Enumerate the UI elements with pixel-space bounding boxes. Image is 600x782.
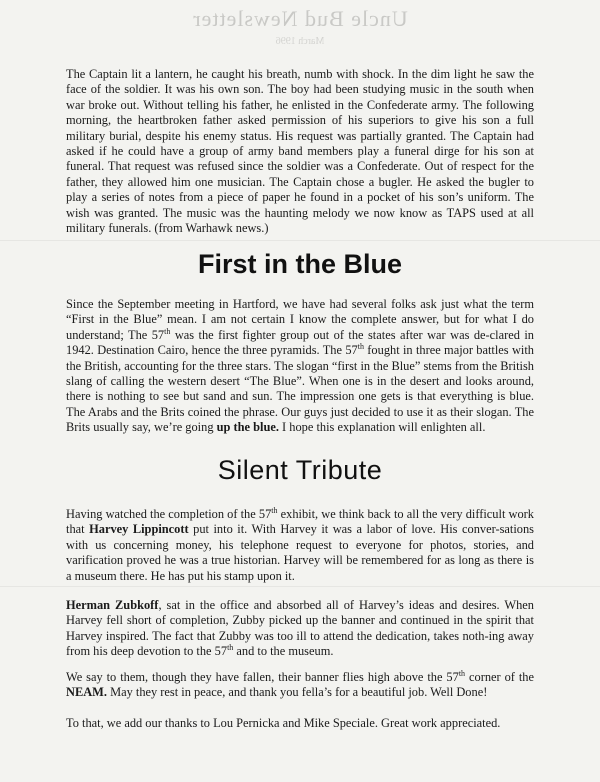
thanks-paragraph: To that, we add our thanks to Lou Pernicka and Mike Speciale. Great work appreciated.	[66, 716, 501, 730]
bleed-through-header: Uncle Bud Newsletter	[192, 6, 408, 31]
first-in-the-blue-heading: First in the Blue	[197, 249, 403, 279]
taps-story-paragraph: The Captain lit a lantern, he caught his breath, numb with shock. In the dim light he saw the face of the soldier. It was his own son. The boy had been studying music in the south when war broke out. Without telling his father, he enlisted in the Confederate army. The following morning, the heartbroken father asked permission of his superiors to give his son a full military burial, despite his enemy status. His request was partially granted. The Captain had asked if he could have a group of army band members play a funeral dirge for his son at funeral. That request was refused since the soldier was a Confederate. Out of respect for the father, they allowed him one musician. The Captain chose a bugler. He asked the bugler to play a series of notes from a piece of paper he found in a pocket of his son’s uniform. The wish was granted. The music was the haunting melody we now know as TAPS used at all military funerals. (from Warhawk news.)	[66, 67, 534, 236]
harvey-lippincott-paragraph: Having watched the completion of the 57th exhibit, we think back to all the very difficult work that Harvey Lippincott put into it. With Harvey it was a labor of love. His conver-sations with us concerning money, his telephone request to everyone for photos, stories, and varification proved he was a true historian. Harvey will be remembered for as long as there is a museum there. He has put his stamp upon it.	[66, 506, 535, 583]
page-fold-line	[0, 586, 600, 587]
first-in-the-blue-paragraph: Since the September meeting in Hartford, we have had several folks ask just what the term “First in the Blue” mean. I am not certain I know the complete answer, but for what I do understand; The 57th was the first fighter group out of the states after war was de-clared in 1942. Destination Cairo, hence the three pyramids. The 57th fought in three major battles with the British, accounting for the three stars. The slogan “first in the Blue” stems from the British slang of calling the western desert “The Blue”. When one is in the desert and looks around, there is nothing to see but sand and sun. The impression one gets is that everything is blue. The Arabs and the Brits coined the phrase. Our guys just decided to use it as their slogan. The Brits usually say, we’re going up the blue. I hope this explanation will enlighten all.	[66, 297, 535, 435]
farewell-paragraph: We say to them, though they have fallen, their banner flies high above the 57th corner of the NEAM. May they rest in peace, and thank you fella’s for a beautiful job. Well Done!	[66, 669, 534, 700]
page-fold-line	[0, 240, 600, 241]
herman-zubkoff-paragraph: Herman Zubkoff, sat in the office and absorbed all of Harvey’s ideas and desires. When Harvey fell short of completion, Zubby picked up the banner and continued in the spirit that Harvey inspired. The fact that Zubby was too ill to attend the dedication, takes noth-ing away from his deep devotion to the 57th and to the museum.	[66, 598, 534, 659]
bleed-through-date: March 1996	[275, 36, 325, 47]
silent-tribute-heading: Silent Tribute	[217, 455, 383, 485]
